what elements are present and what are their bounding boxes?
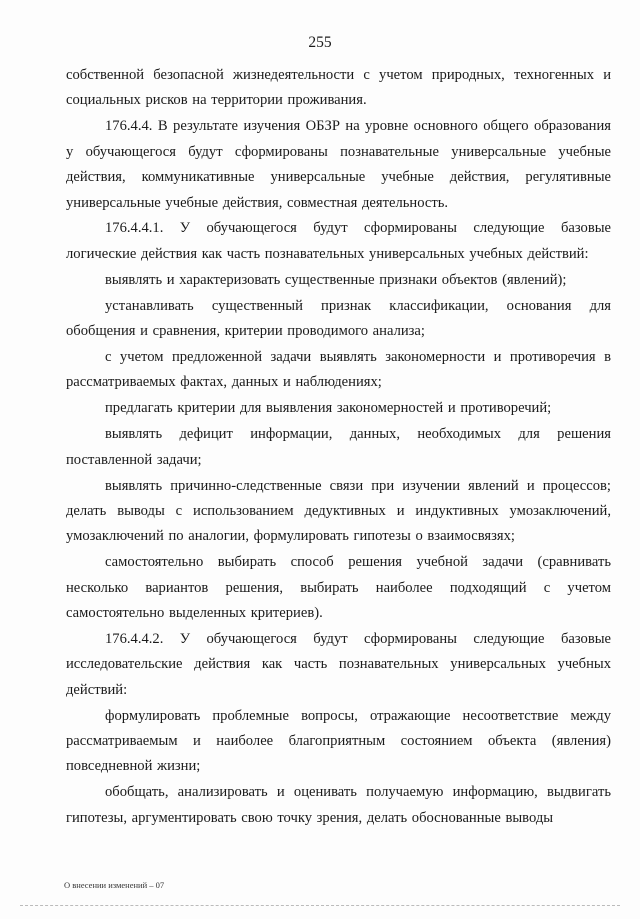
paragraph-10: самостоятельно выбирать способ решения учебной задачи (сравнивать несколько вариантов решения, выбирать наиболее подходящий с учетом самостоятельно выделенных критериев).	[66, 554, 611, 622]
paragraph-11: 176.4.4.2. У обучающегося будут сформированы следующие базовые исследовательские действия как часть познавательных универсальных учебных действий:	[66, 630, 611, 698]
paragraph-5: устанавливать существенный признак классификации, основания для обобщения и сравнения, критерии проводимого анализа;	[66, 297, 611, 340]
footer-note: О внесении изменений – 07	[64, 880, 165, 890]
paragraph-4: выявлять и характеризовать существенные признаки объектов (явлений);	[105, 271, 567, 288]
paragraph-1: собственной безопасной жизнедеятельности с учетом природных, техногенных и социальных рисков на территории проживания.	[66, 67, 611, 109]
paragraph-3: 176.4.4.1. У обучающегося будут сформированы следующие базовые логические действия как часть познавательных универсальных учебных действий:	[66, 220, 611, 262]
paragraph-2: 176.4.4. В результате изучения ОБЗР на уровне основного общего образования у обучающегося будут сформированы познавательные универсальные учебные действия, коммуникативные универсальные учебные действия, регулятивные универсальные учебные действия, совместная деятельность.	[66, 118, 611, 211]
paragraph-8: выявлять дефицит информации, данных, необходимых для решения поставленной задачи;	[66, 426, 611, 468]
document-body	[66, 63, 611, 832]
paragraph-6: с учетом предложенной задачи выявлять закономерности и противоречия в рассматриваемых фактах, данных и наблюдениях;	[66, 348, 611, 391]
paragraph-12: формулировать проблемные вопросы, отражающие несоответствие между рассматриваемым и наиболее благоприятным состоянием объекта (явления) повседневной жизни;	[66, 707, 611, 775]
page-number: 255	[308, 34, 332, 51]
paragraph-13: обобщать, анализировать и оценивать получаемую информацию, выдвигать гипотезы, аргументировать свою точку зрения, делать обоснованные выводы	[66, 784, 611, 826]
paragraph-9: выявлять причинно-следственные связи при изучении явлений и процессов; делать выводы с использованием дедуктивных и индуктивных умозаключений, умозаключений по аналогии, формулировать гипотезы о взаимосвязях;	[66, 477, 611, 545]
paragraph-7: предлагать критерии для выявления закономерностей и противоречий;	[105, 400, 552, 417]
scan-artifact-line	[20, 905, 620, 906]
